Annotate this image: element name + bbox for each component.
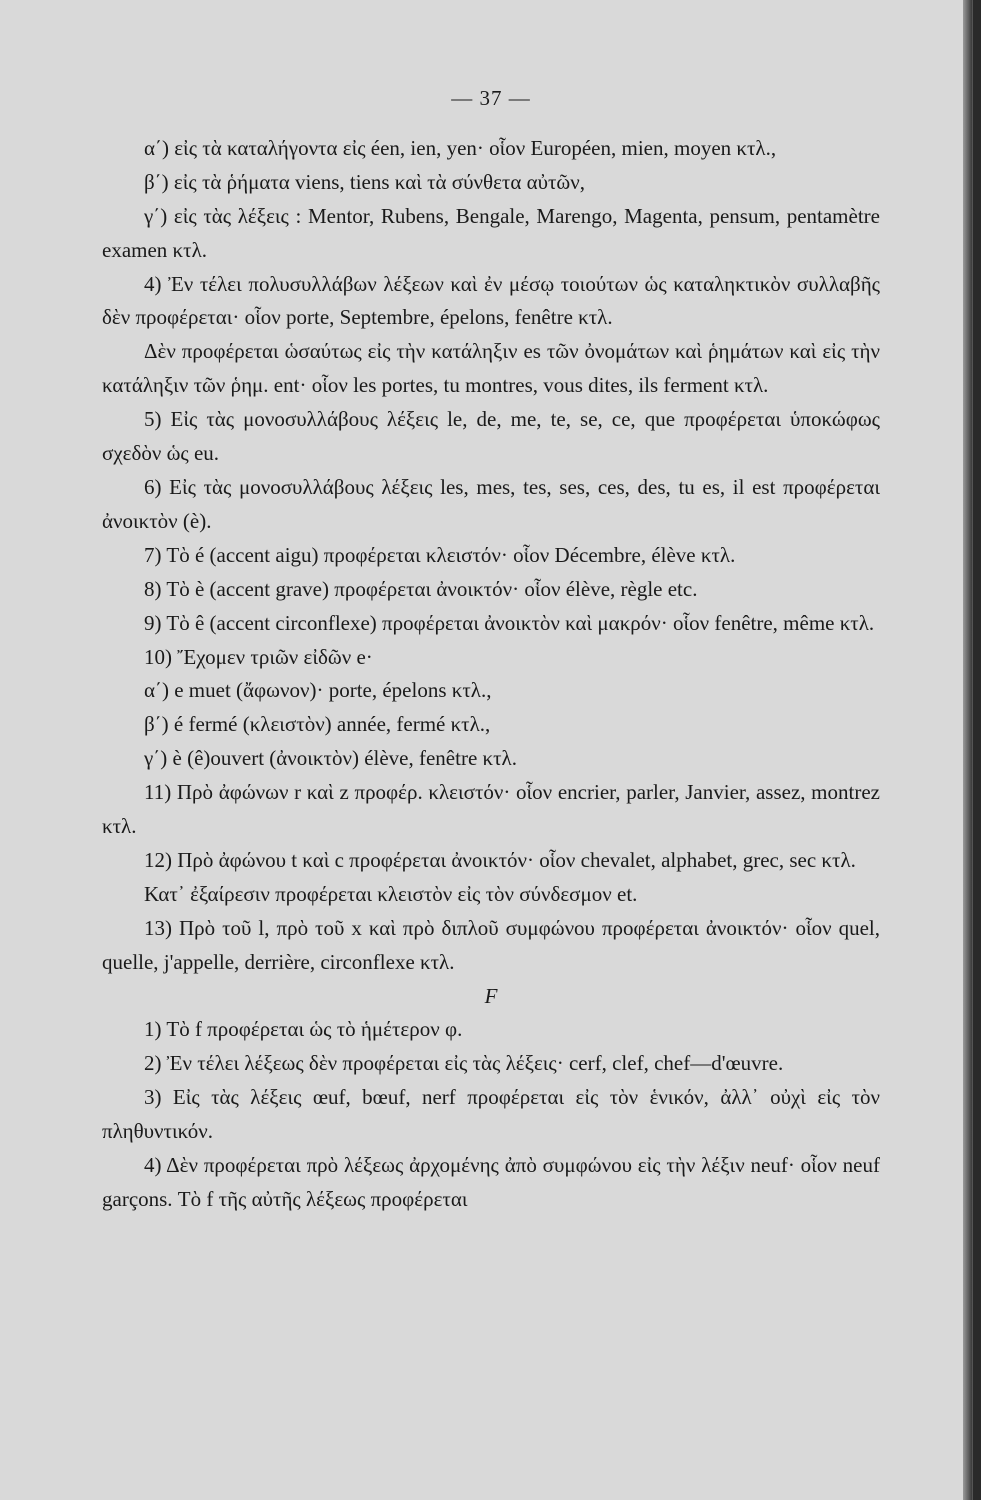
paragraph: 13) Πρὸ τοῦ l, πρὸ τοῦ x καὶ πρὸ διπλοῦ συμφώνου προφέρεται ἀνοικτόν· οἷον quel, quelle, j'appelle, derrière, circonflexe κτλ. — [102, 915, 880, 974]
paragraph: 10) Ἔχομεν τριῶν εἰδῶν e· — [144, 644, 373, 669]
paragraph: Κατ᾽ ἐξαίρεσιν προφέρεται κλειστὸν εἰς τὸν σύνδεσμον et. — [144, 881, 638, 906]
paragraph: 4) Δὲν προφέρεται πρὸ λέξεως ἀρχομένης ἀπὸ συμφώνου εἰς τὴν λέξιν neuf· οἷον neuf garçons. Τὸ f τῆς αὐτῆς λέξεως προφέρεται — [102, 1153, 880, 1211]
paragraph: α΄) εἰς τὰ καταλήγοντα εἰς éen, ien, yen· οἷον Européen, mien, moyen κτλ., — [144, 135, 777, 160]
paragraph: 7) Τὸ é (accent aigu) προφέρεται κλειστόν· οἷον Décembre, élève κτλ. — [144, 542, 736, 567]
paragraph: γ΄) è (ê)ouvert (ἀνοικτὸν) élève, fenêtre κτλ. — [144, 746, 517, 771]
paragraph: Δὲν προφέρεται ὡσαύτως εἰς τὴν κατάληξιν es τῶν ὀνομάτων καὶ ῥημάτων καὶ εἰς τὴν κατάληξιν τῶν ῥημ. ent· οἷον les portes, tu montres, vous dites, ils ferment κτλ. — [102, 339, 880, 398]
paragraph: 8) Τὸ è (accent grave) προφέρεται ἀνοικτόν· οἷον élève, règle etc. — [144, 576, 698, 601]
section-heading: F — [484, 983, 498, 1008]
paragraph: 4) Ἐν τέλει πολυσυλλάβων λέξεων καὶ ἐν μέσῳ τοιούτων ὡς καταληκτικὸν συλλαβῆς δὲν προφέρεται· οἷον porte, Septembre, épelons, fenêtre κτλ. — [102, 271, 880, 330]
page-text-block — [102, 82, 880, 1217]
paragraph: 1) Τὸ f προφέρεται ὡς τὸ ἡμέτερον φ. — [144, 1017, 463, 1042]
book-spine — [963, 0, 972, 1500]
paragraph: 2) Ἐν τέλει λέξεως δὲν προφέρεται εἰς τὰς λέξεις· cerf, clef, chef—d'œuvre. — [144, 1051, 784, 1076]
paragraph: 5) Εἰς τὰς μονοσυλλάβους λέξεις le, de, me, te, se, ce, que προφέρεται ὑποκώφως σχεδὸν ὡς eu. — [102, 407, 880, 466]
paragraph: γ΄) εἰς τὰς λέξεις : Mentor, Rubens, Bengale, Marengo, Magenta, pensum, pentamètre examen κτλ. — [102, 203, 880, 262]
paragraph: 3) Εἰς τὰς λέξεις œuf, bœuf, nerf προφέρεται εἰς τὸν ἑνικόν, ἀλλ᾽ οὐχὶ εἰς τὸν πληθυντικόν. — [102, 1085, 880, 1144]
paragraph: α΄) e muet (ἄφωνον)· porte, épelons κτλ., — [144, 678, 492, 703]
paragraph: 12) Πρὸ ἀφώνου t καὶ c προφέρεται ἀνοικτόν· οἷον chevalet, alphabet, grec, sec κτλ. — [144, 847, 856, 872]
paragraph: β΄) εἰς τὰ ῥήματα viens, tiens καὶ τὰ σύνθετα αὐτῶν, — [144, 169, 585, 194]
paragraph: β΄) é fermé (κλειστὸν) année, fermé κτλ., — [144, 712, 491, 737]
paragraph: 6) Εἰς τὰς μονοσυλλάβους λέξεις les, mes, tes, ses, ces, des, tu es, il est προφέρεται ἀνοικτὸν (è). — [102, 474, 880, 533]
paragraph: 9) Τὸ ê (accent circonflexe) προφέρεται ἀνοικτὸν καὶ μακρόν· οἷον fenêtre, même κτλ. — [144, 610, 875, 635]
page-number: — 37 — — [451, 86, 531, 110]
paragraph: 11) Πρὸ ἀφώνων r καὶ z προφέρ. κλειστόν· οἷον encrier, parler, Janvier, assez, montrez κτλ. — [102, 780, 880, 839]
